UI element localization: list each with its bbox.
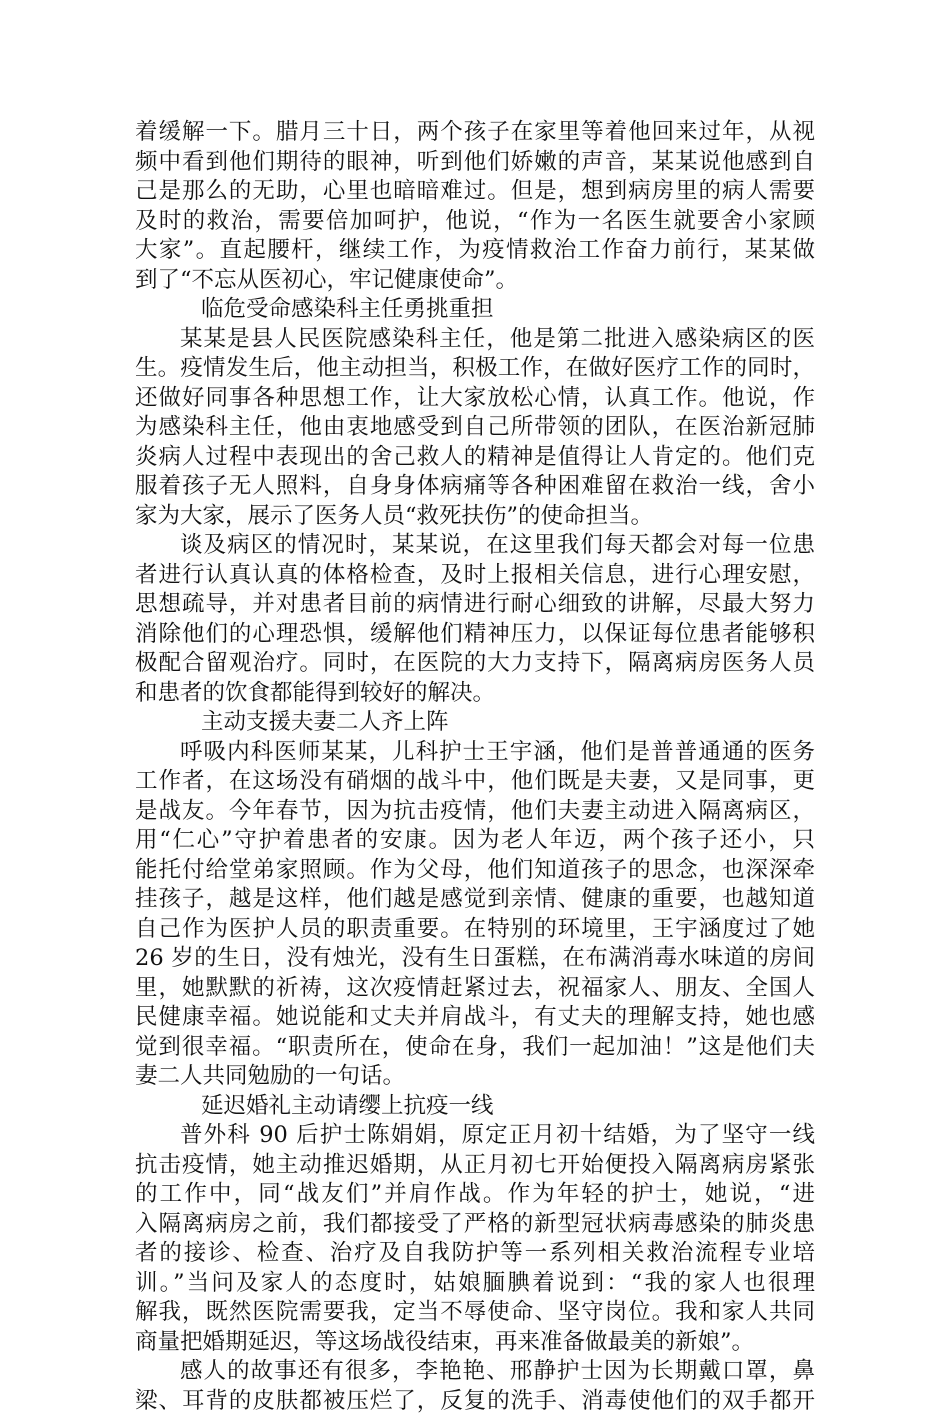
text-line: 挂孩子，越是这样，他们越是感觉到亲情、健康的重要，也越知道 [135,885,815,915]
text-line: 感人的故事还有很多，李艳艳、邢静护士因为长期戴口罩，鼻 [135,1357,815,1387]
text-line: 26 岁的生日，没有烛光，没有生日蛋糕，在布满消毒水味道的房间 [135,944,815,974]
text-line: 普外科 90 后护士陈娟娟，原定正月初十结婚，为了坚守一线 [135,1121,815,1151]
text-line: 思想疏导，并对患者目前的病情进行耐心细致的讲解，尽最大努力 [135,590,815,620]
text-line: 到了“不忘从医初心，牢记健康使命”。 [135,266,815,296]
text-line: 频中看到他们期待的眼神，听到他们娇嫩的声音，某某说他感到自 [135,148,815,178]
text-line: 工作者，在这场没有硝烟的战斗中，他们既是夫妻，又是同事，更 [135,767,815,797]
text-line: 者进行认真认真的体格检查，及时上报相关信息，进行心理安慰， [135,561,815,591]
section-heading: 延迟婚礼主动请缨上抗疫一线 [135,1092,815,1122]
article-body [135,118,815,1416]
text-line: 消除他们的心理恐惧，缓解他们精神压力，以保证每位患者能够积 [135,620,815,650]
text-line: 里，她默默的祈祷，这次疫情赶紧过去，祝福家人、朋友、全国人 [135,974,815,1004]
text-line: 解我，既然医院需要我，定当不辱使命、坚守岗位。我和家人共同 [135,1298,815,1328]
text-line: 己是那么的无助，心里也暗暗难过。但是，想到病房里的病人需要 [135,177,815,207]
text-line: 某某是县人民医院感染科主任，他是第二批进入感染病区的医 [135,325,815,355]
text-line: 大家”。直起腰杆，继续工作，为疫情救治工作奋力前行，某某做 [135,236,815,266]
text-line: 谈及病区的情况时，某某说，在这里我们每天都会对每一位患 [135,531,815,561]
text-line: 妻二人共同勉励的一句话。 [135,1062,815,1092]
text-line: 者的接诊、检查、治疗及自我防护等一系列相关救治流程专业培 [135,1239,815,1269]
text-line: 入隔离病房之前，我们都接受了严格的新型冠状病毒感染的肺炎患 [135,1210,815,1240]
text-line: 还做好同事各种思想工作，让大家放松心情，认真工作。他说，作 [135,384,815,414]
text-line: 为感染科主任，他由衷地感受到自己所带领的团队，在医治新冠肺 [135,413,815,443]
text-line: 觉到很幸福。“职责所在，使命在身，我们一起加油！”这是他们夫 [135,1033,815,1063]
text-line: 用“仁心”守护着患者的安康。因为老人年迈，两个孩子还小，只 [135,826,815,856]
text-line: 极配合留观治疗。同时，在医院的大力支持下，隔离病房医务人员 [135,649,815,679]
text-line: 家为大家，展示了医务人员“救死扶伤”的使命担当。 [135,502,815,532]
text-line: 自己作为医护人员的职责重要。在特别的环境里，王宇涵度过了她 [135,915,815,945]
text-line: 商量把婚期延迟，等这场战役结束，再来准备做最美的新娘”。 [135,1328,815,1358]
section-heading: 临危受命感染科主任勇挑重担 [135,295,815,325]
text-line: 的工作中，同“战友们”并肩作战。作为年轻的护士，她说，“进 [135,1180,815,1210]
text-line: 着缓解一下。腊月三十日，两个孩子在家里等着他回来过年，从视 [135,118,815,148]
text-line: 服着孩子无人照料，自身身体病痛等各种困难留在救治一线，舍小 [135,472,815,502]
text-line: 民健康幸福。她说能和丈夫并肩战斗，有丈夫的理解支持，她也感 [135,1003,815,1033]
text-line: 梁、耳背的皮肤都被压烂了，反复的洗手、消毒使他们的双手都开 [135,1387,815,1416]
text-line: 炎病人过程中表现出的舍己救人的精神是值得让人肯定的。他们克 [135,443,815,473]
text-line: 和患者的饮食都能得到较好的解决。 [135,679,815,709]
text-line: 训。”当问及家人的态度时，姑娘腼腆着说到：“我的家人也很理 [135,1269,815,1299]
text-line: 呼吸内科医师某某，儿科护士王宇涵，他们是普普通通的医务 [135,738,815,768]
text-line: 及时的救治，需要倍加呵护，他说，“作为一名医生就要舍小家顾 [135,207,815,237]
text-line: 是战友。今年春节，因为抗击疫情，他们夫妻主动进入隔离病区， [135,797,815,827]
section-heading: 主动支援夫妻二人齐上阵 [135,708,815,738]
text-line: 抗击疫情，她主动推迟婚期，从正月初七开始便投入隔离病房紧张 [135,1151,815,1181]
text-line: 生。疫情发生后，他主动担当，积极工作，在做好医疗工作的同时， [135,354,815,384]
text-line: 能托付给堂弟家照顾。作为父母，他们知道孩子的思念，也深深牵 [135,856,815,886]
